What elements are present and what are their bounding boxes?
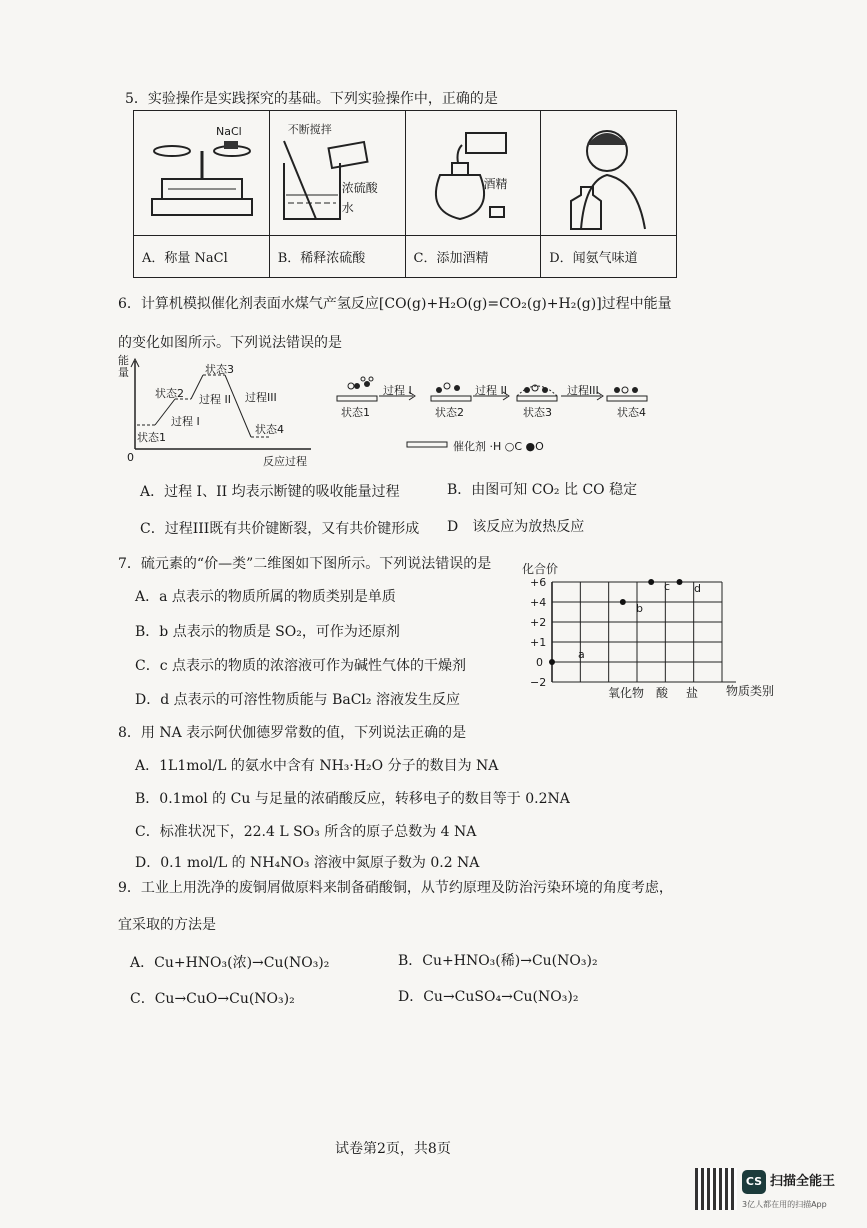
fig-balance xyxy=(134,111,270,236)
q8-option-c: C．标准状况下，22.4 L SO₃ 所含的原子总数为 4 NA xyxy=(135,824,477,840)
q5-figure-table xyxy=(133,110,677,278)
q9-option-d: D．Cu→CuSO₄→Cu(NO₃)₂ xyxy=(398,989,579,1005)
point-a-label: a xyxy=(578,648,585,661)
graph-s1: 状态1 xyxy=(137,431,166,444)
q5-option-d: D．闻氨气味道 xyxy=(541,236,677,278)
label-alcohol: 酒精 xyxy=(483,177,508,191)
label-stir: 不断搅拌 xyxy=(287,123,332,136)
scheme-legend: 催化剂 ·H ○C ●O xyxy=(453,440,544,453)
q5-option-b: B．稀释浓硫酸 xyxy=(269,236,405,278)
xcat-salt: 盐 xyxy=(686,686,699,700)
q6-option-c: C．过程III既有共价键断裂，又有共价键形成 xyxy=(140,521,420,537)
scheme-s4: 状态4 xyxy=(617,406,646,419)
q9-stem-line1: 9．工业上用洗净的废铜屑做原料来制备硝酸铜，从节约原理及防治污染环境的角度考虑， xyxy=(118,880,673,896)
scanner-name: 扫描全能王 xyxy=(770,1174,836,1189)
graph-s4: 状态4 xyxy=(255,423,284,436)
q6-energy-graph xyxy=(115,355,325,467)
scheme-s2: 状态2 xyxy=(435,406,464,419)
q7-option-a: A．a 点表示的物质所属的物质类别是单质 xyxy=(135,589,396,605)
point-a xyxy=(549,659,555,665)
graph-p1: 过程 I xyxy=(171,415,200,428)
q6-stem-line2: 的变化如图所示。下列说法错误的是 xyxy=(118,335,342,351)
graph-xlabel: 反应过程 xyxy=(263,455,307,468)
q8-option-a: A．1L1mol/L 的氨水中含有 NH₃·H₂O 分子的数目为 NA xyxy=(135,758,499,774)
graph-s3: 状态3 xyxy=(205,363,234,376)
q7-stem: 7．硫元素的“价—类”二维图如下图所示。下列说法错误的是 xyxy=(118,556,492,572)
point-b-label: b xyxy=(636,602,643,615)
q7-valence-chart xyxy=(512,560,782,702)
ytick-0: 0 xyxy=(536,656,543,669)
point-c xyxy=(648,579,654,585)
qr-code-icon xyxy=(695,1168,737,1210)
chart-xlabel: 物质类别 xyxy=(726,684,775,698)
q9-option-b: B．Cu+HNO₃(稀)→Cu(NO₃)₂ xyxy=(398,953,598,969)
page-footer: 试卷第2页，共8页 xyxy=(335,1141,451,1157)
q8-stem: 8．用 NA 表示阿伏伽德罗常数的值，下列说法正确的是 xyxy=(118,725,467,741)
label-water: 水 xyxy=(341,201,354,215)
scanner-logo-icon: CS xyxy=(742,1170,766,1194)
chart-ylabel: 化合价 xyxy=(522,562,559,576)
q8-option-b: B．0.1mol 的 Cu 与足量的浓硝酸反应，转移电子的数目等于 0.2NA xyxy=(135,791,570,807)
graph-p2: 过程 II xyxy=(199,393,231,406)
q6-option-a: A．过程 I、II 均表示断键的吸收能量过程 xyxy=(140,484,400,500)
q5-option-a: A．称量 NaCl xyxy=(134,236,270,278)
point-c-label: c xyxy=(664,580,671,593)
q5-option-c: C．添加酒精 xyxy=(405,236,541,278)
label-acid: 浓硫酸 xyxy=(341,181,378,195)
q7-option-b: B．b 点表示的物质是 SO₂，可作为还原剂 xyxy=(135,624,400,640)
q7-option-c: C．c 点表示的物质的浓溶液可作为碱性气体的干燥剂 xyxy=(135,658,467,674)
scanner-slogan: 3亿人都在用的扫描App xyxy=(742,1200,827,1209)
ytick-p4: +4 xyxy=(530,596,547,609)
scheme-p1: 过程 I xyxy=(383,384,412,397)
graph-p3: 过程III xyxy=(245,391,277,404)
ytick-p6: +6 xyxy=(530,576,547,589)
fig-dilute xyxy=(269,111,405,236)
point-d xyxy=(677,579,683,585)
xcat-acid: 酸 xyxy=(656,686,669,700)
q6-scheme xyxy=(335,370,665,453)
q5-stem: 5．实验操作是实践探究的基础。下列实验操作中，正确的是 xyxy=(125,91,498,107)
q8-option-d: D．0.1 mol/L 的 NH₄NO₃ 溶液中氮原子数为 0.2 NA xyxy=(135,855,480,871)
label-nacl: NaCl xyxy=(216,125,242,138)
scheme-p3: 过程III xyxy=(567,384,599,397)
scheme-p2: 过程 II xyxy=(475,384,507,397)
graph-s2: 状态2 xyxy=(155,387,184,400)
graph-ylabel: 能量 xyxy=(118,354,129,379)
q9-stem-line2: 宜采取的方法是 xyxy=(118,917,216,933)
graph-origin: 0 xyxy=(127,451,134,464)
q6-stem-line1: 6．计算机模拟催化剂表面水煤气产氢反应[CO(g)+H₂O(g)=CO₂(g)+H₂(g)]过程中能量 xyxy=(118,296,672,312)
fig-alcohol xyxy=(405,111,541,236)
ytick-p1: +1 xyxy=(530,636,547,649)
q6-option-b: B．由图可知 CO₂ 比 CO 稳定 xyxy=(447,482,638,498)
point-b xyxy=(620,599,626,605)
scheme-s1: 状态1 xyxy=(341,406,370,419)
fig-smell xyxy=(541,111,677,236)
q7-option-d: D．d 点表示的可溶性物质能与 BaCl₂ 溶液发生反应 xyxy=(135,692,460,708)
valence-grid xyxy=(512,560,782,702)
q9-option-c: C．Cu→CuO→Cu(NO₃)₂ xyxy=(130,991,295,1007)
ytick-m2: −2 xyxy=(530,676,547,689)
ytick-p2: +2 xyxy=(530,616,547,629)
point-d-label: d xyxy=(694,582,701,595)
q6-option-d: D 该反应为放热反应 xyxy=(447,519,585,535)
xcat-oxide: 氧化物 xyxy=(608,686,645,700)
q9-option-a: A．Cu+HNO₃(浓)→Cu(NO₃)₂ xyxy=(130,955,330,971)
scheme-s3: 状态3 xyxy=(523,406,552,419)
